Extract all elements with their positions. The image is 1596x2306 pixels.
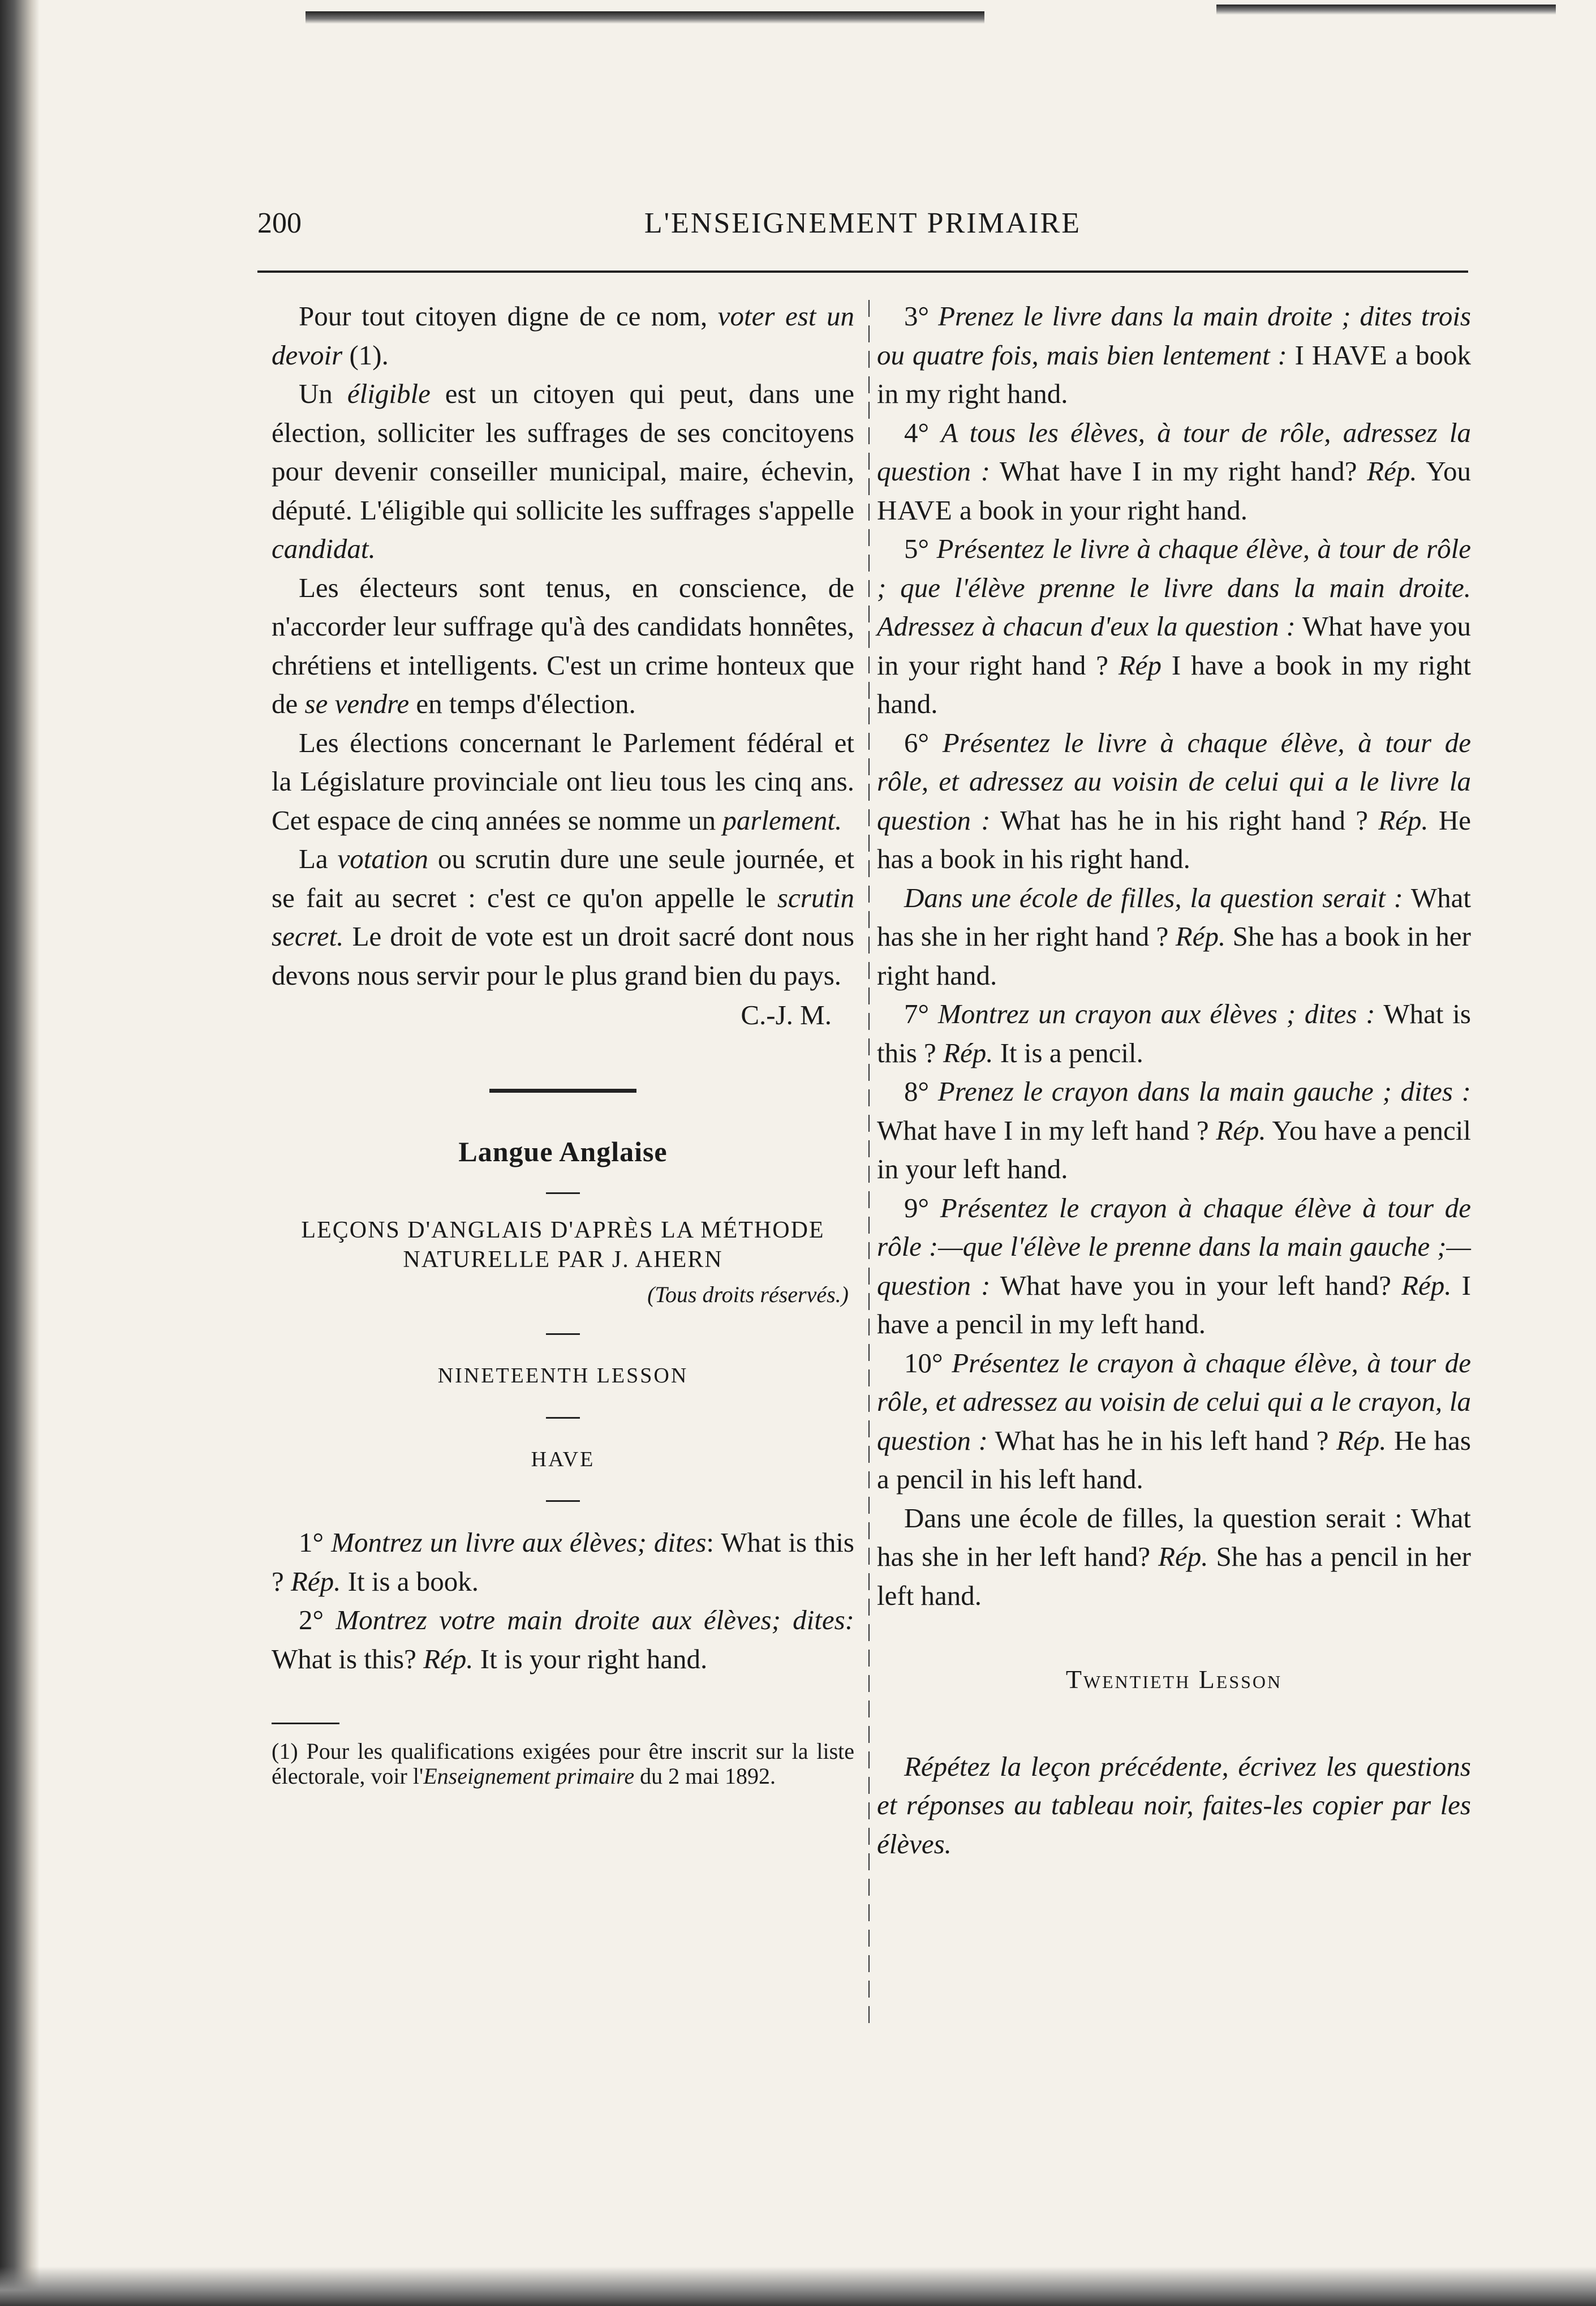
lesson-note: Dans une école de filles, la question serait : What has she in her left hand? Rép. She has a pencil in her left hand. (877, 1502, 1471, 1611)
rights-notice: (Tous droits réservés.) (647, 1282, 849, 1307)
running-title: L'ENSEIGNEMENT PRIMAIRE (644, 207, 1082, 239)
author-signature: C.-J. M. (741, 999, 832, 1030)
lesson-item: 4° A tous les élèves, à tour de rôle, adressez la question : What have I in my right hand? Rép. You HAVE a book in your right hand. (877, 416, 1471, 526)
page-number: 200 (257, 207, 302, 239)
right-column (877, 297, 1471, 1863)
dash-rule (546, 1333, 580, 1335)
lesson-item: 7° Montrez un crayon aux élèves ; dites : What is this ? Rép. It is a pencil. (877, 998, 1471, 1068)
lesson-item: 3° Prenez le livre dans la main droite ; dites trois ou quatre fois, mais bien lentement : I HAVE a book in my right hand. (877, 300, 1472, 409)
scan-edge-top-right (1216, 5, 1556, 15)
left-column (272, 297, 854, 1789)
dash-rule (546, 1417, 580, 1419)
paragraph: Un éligible est un citoyen qui peut, dans une élection, solliciter les suffrages de ses concitoyens pour devenir conseiller municipal, maire, échevin, député. L'éligible qui sollicite les suffrages s'appelle candidat. (272, 378, 855, 564)
lesson-title: Twentieth Lesson (1065, 1665, 1283, 1694)
section-title: Langue Anglaise (458, 1135, 668, 1167)
lesson-item: 8° Prenez le crayon dans la main gauche ; dites : What have I in my left hand ? Rép. You have a pencil in your left hand. (877, 1076, 1471, 1184)
section-separator (489, 1089, 636, 1093)
running-head (257, 207, 1468, 246)
dash-rule (546, 1500, 580, 1502)
footnote: (1) Pour les qualifications exigées pour être inscrit sur la liste électorale, voir l'Enseignement primaire du 2 mai 1892. (272, 1738, 854, 1789)
scan-edge-left (0, 0, 40, 2306)
lesson-heading: LEÇONS D'ANGLAIS D'APRÈS LA MÉTHODE NATURELLE PAR J. AHERN (301, 1217, 825, 1273)
lesson-subtitle: HAVE (531, 1447, 595, 1471)
column-divider (868, 300, 870, 2032)
lesson-item: 1° Montrez un livre aux élèves; dites: What is this ? Rép. It is a book. (272, 1527, 855, 1597)
lesson-item: 6° Présentez le livre à chaque élève, à tour de rôle, et adressez au voisin de celui qui a le livre la question : What has he in his right hand ? Rép. He has a book in his right hand. (877, 727, 1471, 874)
dash-rule (546, 1192, 580, 1194)
scan-edge-top (306, 11, 984, 24)
header-rule (257, 270, 1468, 273)
paragraph: Les électeurs sont tenus, en conscience, de n'accorder leur suffrage qu'à des candidats honnêtes, chrétiens et intelligents. C'est un crime honteux que de se vendre en temps d'élection. (272, 572, 854, 719)
lesson-item: 9° Présentez le crayon à chaque élève à tour de rôle :—que l'élève le prenne dans la main gauche ;—question : What have you in your left hand? Rép. I have a pencil in my left hand. (877, 1192, 1472, 1339)
paragraph: Pour tout citoyen digne de ce nom, voter est un devoir (1). (272, 300, 854, 371)
lesson-item: 10° Présentez le crayon à chaque élève, à tour de rôle, et adressez au voisin de celui qui a le crayon, la question : What has he in his left hand ? Rép. He has a pencil in his left hand. (877, 1347, 1471, 1495)
lesson-instruction: Répétez la leçon précédente, écrivez les questions et réponses au tableau noir, faites-les copier par les élèves. (877, 1750, 1471, 1860)
lesson-item: 2° Montrez votre main droite aux élèves; dites: What is this? Rép. It is your right hand. (272, 1604, 854, 1674)
lesson-note: Dans une école de filles, la question serait : What has she in her right hand ? Rép. She has a book in her right hand. (877, 882, 1471, 991)
paragraph: La votation ou scrutin dure une seule journée, et se fait au secret : c'est ce qu'on appelle le scrutin secret. Le droit de vote est un droit sacré dont nous devons nous servir pour le plus grand bien du pays. (272, 843, 854, 991)
lesson-title: NINETEENTH LESSON (437, 1364, 689, 1388)
lesson-item: 5° Présentez le livre à chaque élève, à tour de rôle ; que l'élève prenne le livre dans la main droite. Adressez à chacun d'eux la question : What have you in your right hand ? Rép I have a book in my right hand. (877, 533, 1471, 719)
paragraph: Les élections concernant le Parlement fédéral et la Législature provinciale ont lieu tous les cinq ans. Cet espace de cinq années se nomme un parlement. (272, 727, 854, 836)
scan-edge-bottom (0, 2266, 1596, 2306)
footnote-rule (272, 1723, 339, 1724)
